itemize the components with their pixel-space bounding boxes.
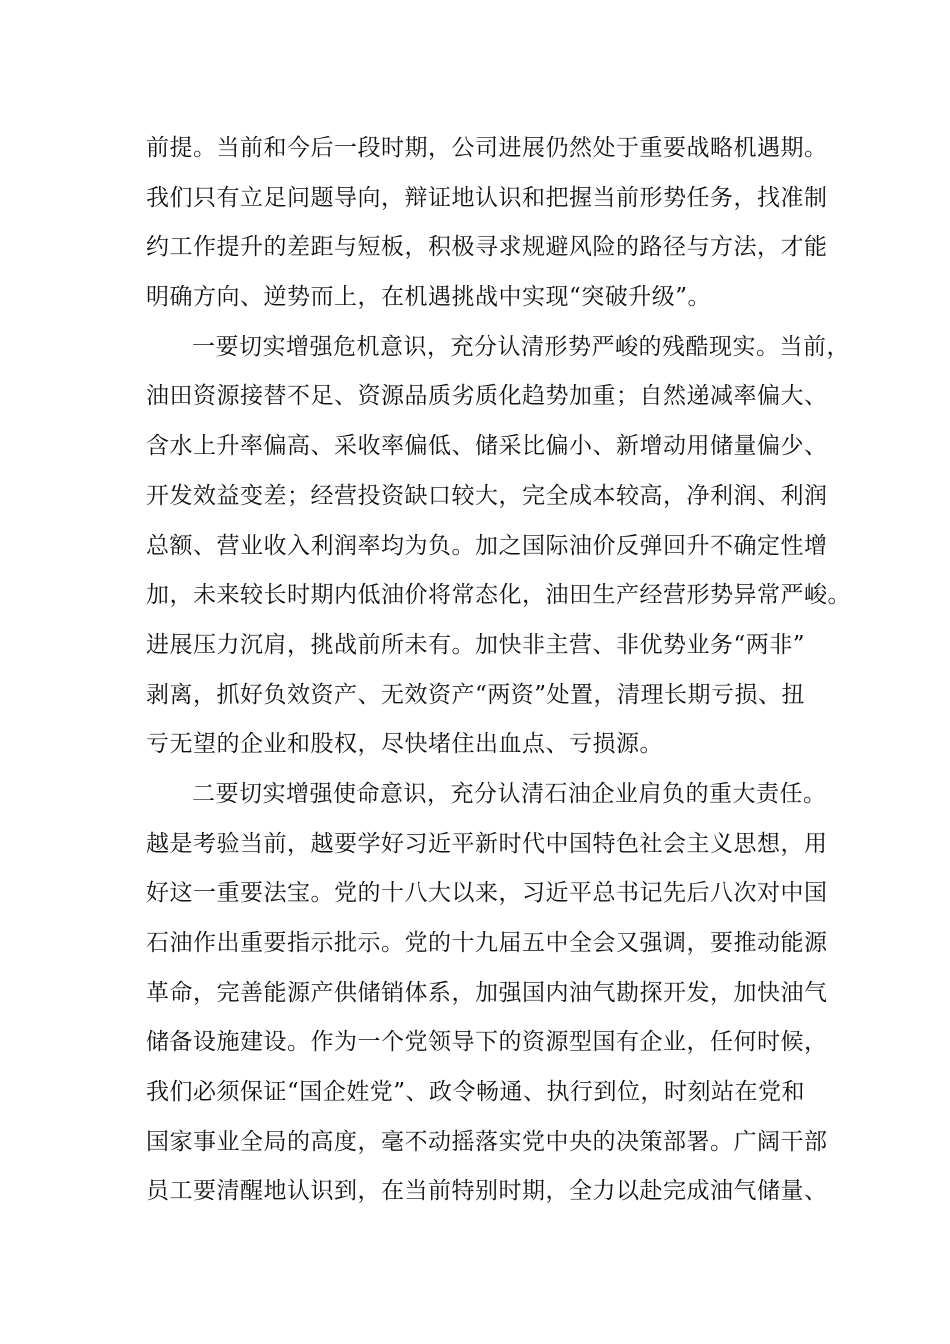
text-line: 我们只有立足问题导向，辩证地认识和把握当前形势任务，找准制 xyxy=(146,184,828,211)
text-line: 含水上升率偏高、采收率偏低、储采比偏小、新增动用储量偏少、 xyxy=(146,433,828,460)
text-line: 加，未来较长时期内低油价将常态化，油田生产经营形势异常严峻。 xyxy=(146,582,851,609)
paragraph-first-line: 一要切实增强危机意识，充分认清形势严峻的残酷现实。当前， xyxy=(192,333,850,360)
text-line: 石油作出重要指示批示。党的十九届五中全会又强调，要推动能源 xyxy=(146,930,828,956)
text-line: 明确方向、逆势而上，在机遇挑战中实现“突破升级”。 xyxy=(146,284,712,311)
text-line: 储备设施建设。作为一个党领导下的资源型国有企业，任何时候， xyxy=(146,1029,828,1056)
text-line: 员工要清醒地认识到，在当前特别时期，全力以赴完成油气储量、 xyxy=(146,1178,828,1205)
text-line: 开发效益变差；经营投资缺口较大，完全成本较高，净利润、利润 xyxy=(146,482,828,509)
text-line: 前提。当前和今后一段时期，公司进展仍然处于重要战略机遇期。 xyxy=(146,135,828,161)
body-text xyxy=(146,128,851,1221)
text-line: 剥离，抓好负效资产、无效资产“两资”处置，清理长期亏损、扭 xyxy=(146,681,806,708)
text-line: 进展压力沉肩，挑战前所未有。加快非主营、非优势业务“两非” xyxy=(146,631,806,658)
text-line: 国家事业全局的高度，毫不动摇落实党中央的决策部署。广阔干部 xyxy=(146,1128,828,1155)
text-line: 约工作提升的差距与短板，积极寻求规避风险的路径与方法，才能 xyxy=(146,234,828,261)
text-line: 越是考验当前，越要学好习近平新时代中国特色社会主义思想，用 xyxy=(146,830,828,857)
text-line: 革命，完善能源产供储销体系，加强国内油气勘探开发，加快油气 xyxy=(146,979,828,1006)
text-line: 我们必须保证“国企姓党”、政令畅通、执行到位，时刻站在党和 xyxy=(146,1079,806,1106)
paragraph-first-line: 二要切实增强使命意识，充分认清石油企业肩负的重大责任。 xyxy=(192,780,827,807)
text-line: 好这一重要法宝。党的十八大以来，习近平总书记先后八次对中国 xyxy=(146,880,828,907)
text-line: 总额、营业收入利润率均为负。加之国际油价反弹回升不确定性增 xyxy=(146,532,828,559)
text-line: 亏无望的企业和股权，尽快堵住出血点、亏损源。 xyxy=(146,731,663,758)
text-line: 油田资源接替不足、资源品质劣质化趋势加重；自然递减率偏大、 xyxy=(146,383,828,410)
